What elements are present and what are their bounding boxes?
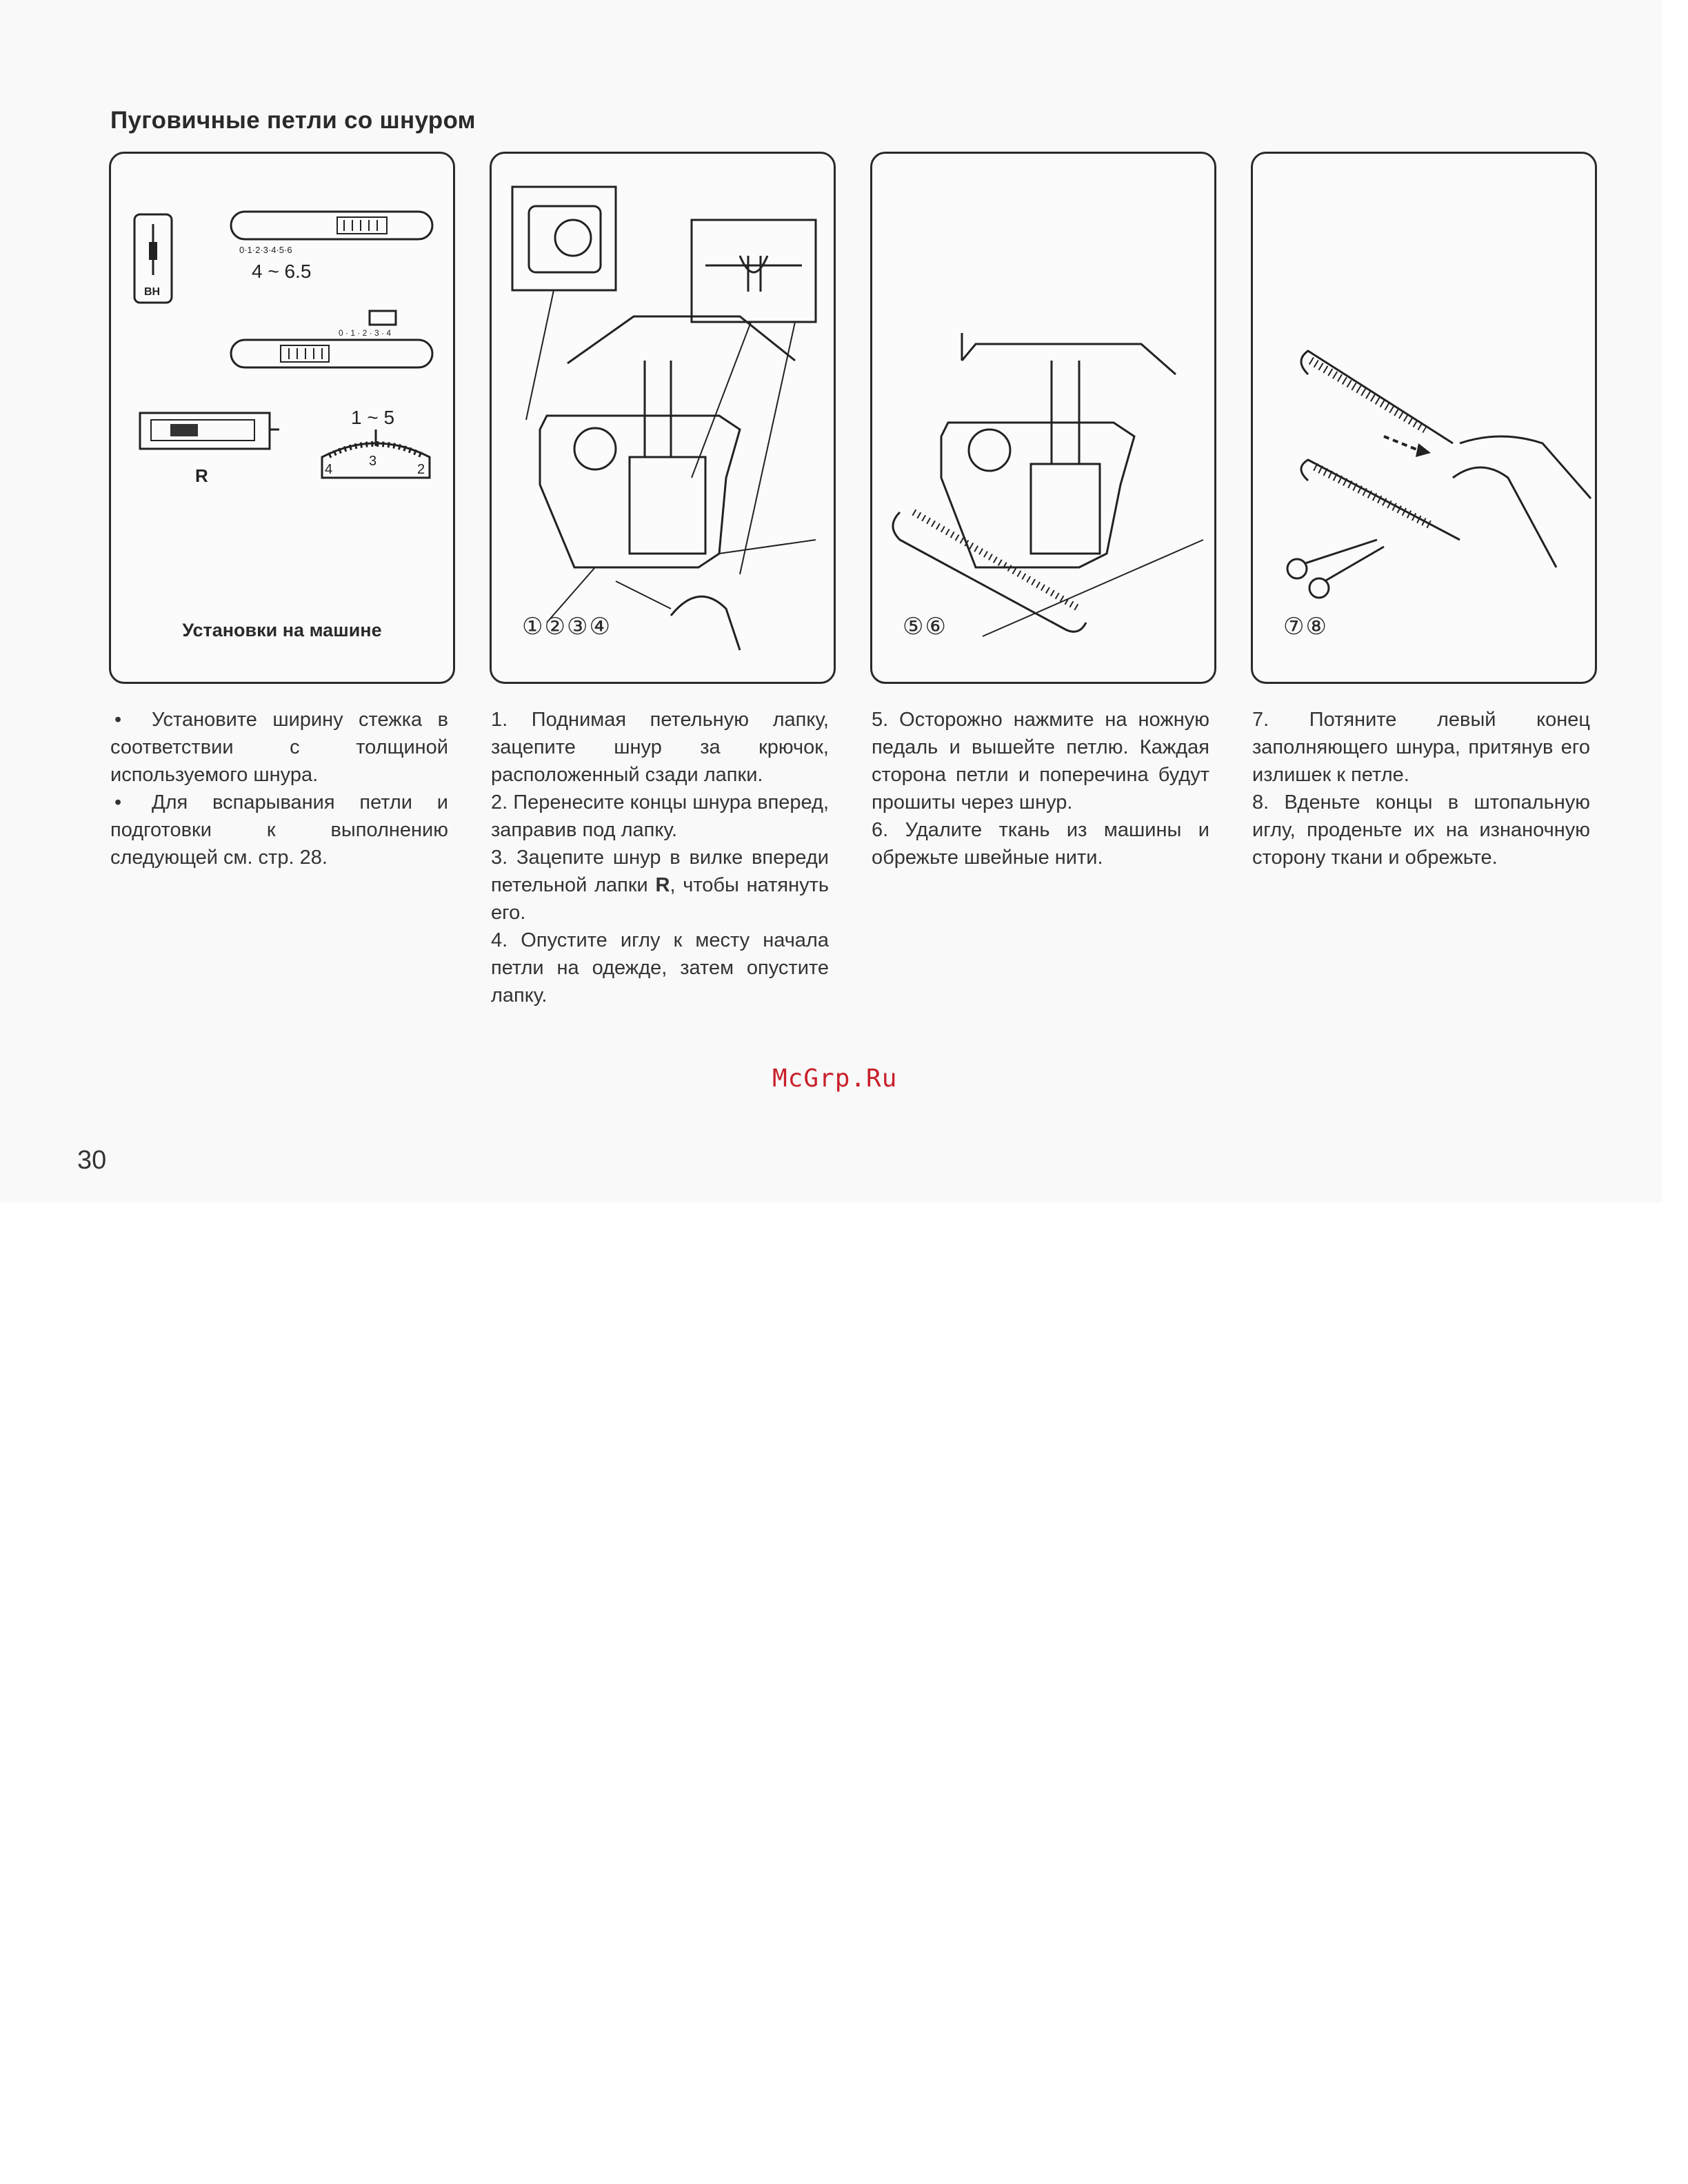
inset-cord-detail (692, 220, 816, 322)
column-steps-1-4-text (491, 706, 829, 1009)
finishing-illustration (1253, 154, 1597, 684)
dial-center: 3 (369, 454, 377, 469)
panel-steps-5-6 (870, 152, 1216, 684)
step-item: 5. Осторожно нажмите на ножную педаль и вышейте петлю. Каждая сторона петли и поперечина будут прошиты через шнур. (872, 709, 1209, 813)
panel-steps-1-4 (490, 152, 836, 684)
step-item: 8. Вденьте концы в штопальную иглу, проденьте их на изнаночную сторону ткани и обрежьте. (1252, 791, 1590, 869)
panel-machine-settings (109, 152, 455, 684)
step-item (491, 844, 829, 927)
cord-upper-drawing (1301, 351, 1453, 443)
foot-label: R (195, 465, 208, 486)
step-item: 6. Удалите ткань из машины и обрежьте швейные нити. (872, 819, 1209, 869)
length-slider-icon (231, 340, 432, 367)
width-slider-icon (231, 212, 432, 239)
width-range-label: 4 ~ 6.5 (252, 261, 312, 282)
panel-caption: Установки на машине (182, 620, 382, 640)
bullet-item: • Для вспарывания петли и подготовки к выполнению следующей см. стр. 28. (110, 789, 448, 871)
hook-cord-illustration (492, 154, 836, 684)
step-text: , чтобы натянуть его. (491, 874, 830, 924)
column-settings-text (110, 706, 448, 871)
length-scale: 0 · 1 · 2 · 3 · 4 (339, 328, 392, 338)
page-title: Пуговичные петли со шнуром (110, 107, 476, 134)
buttonhole-foot-icon (140, 413, 270, 449)
settings-illustration (111, 154, 455, 684)
foot-letter: R (655, 874, 670, 896)
page-number: 30 (77, 1146, 107, 1175)
step-markers: ⑤⑥ (903, 613, 947, 640)
hand-drawing (671, 596, 740, 650)
scissors-icon (1287, 559, 1307, 578)
step-item: 4. Опустите иглу к месту начала петли на одежде, затем опустите лапку. (491, 929, 829, 1007)
watermark-link[interactable]: McGrp.Ru (772, 1064, 898, 1093)
step-markers: ⑦⑧ (1283, 613, 1328, 640)
presser-foot-drawing (540, 416, 740, 567)
step-item: 1. Поднимая петельную лапку, зацепите шнур за крючок, расположенный сзади лапки. (491, 709, 829, 786)
step-item: 2. Перенесите концы шнура вперед, заправив под лапку. (491, 791, 829, 841)
bullet-item: • Установите ширину стежка в соответствии с толщиной используемого шнура. (110, 706, 448, 789)
step-text: 3. Зацепите шнур в вилке впереди петельной лапки (491, 847, 829, 896)
column-steps-7-8-text (1252, 706, 1590, 871)
step-item: 7. Потяните левый конец заполняющего шнура, притянув его излишек к петле. (1252, 709, 1590, 786)
column-steps-5-6-text (872, 706, 1209, 871)
dial-right: 2 (417, 462, 425, 477)
mode-label: BH (144, 286, 161, 298)
sewing-illustration (872, 154, 1216, 684)
width-scale: 0·1·2·3·4·5·6 (239, 245, 292, 255)
length-range-label: 1 ~ 5 (351, 407, 395, 428)
step-markers: ①②③④ (522, 613, 612, 640)
dial-left: 4 (325, 462, 333, 477)
hand-drawing (1453, 436, 1591, 567)
panel-steps-7-8 (1251, 152, 1597, 684)
